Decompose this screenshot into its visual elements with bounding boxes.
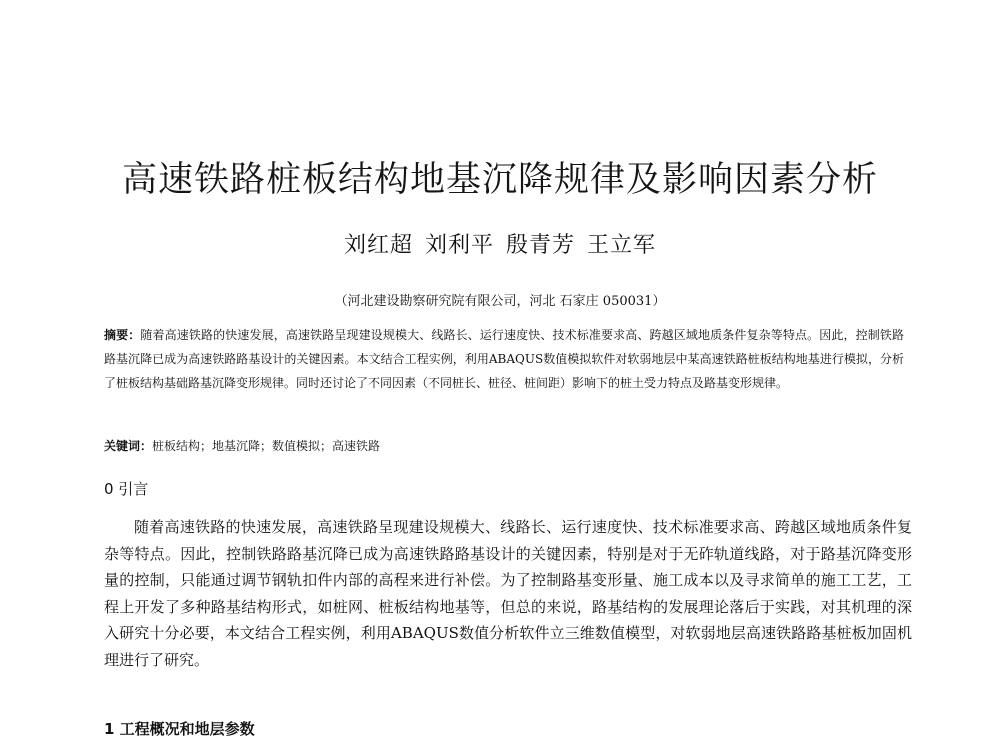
- author-affiliation: （河北建设勘察研究院有限公司，河北 石家庄 050031）: [334, 294, 666, 309]
- keywords-text: 桩板结构；地基沉降；数值模拟；高速铁路: [152, 439, 381, 453]
- section-heading-intro: 0 引言: [104, 480, 149, 498]
- keywords: [104, 434, 904, 458]
- paper-title: 高速铁路桩板结构地基沉降规律及影响因素分析: [121, 160, 878, 200]
- author-list: 刘红超 刘利平 殷青芳 王立军: [344, 233, 656, 258]
- abstract-text: 随着高速铁路的快速发展，高速铁路呈现建设规模大、线路长、运行速度快、技术标准要求高、跨越区域地质条件复杂等特点。因此，控制铁路路基沉降已成为高速铁路路基设计的关键因素。本文结合工程实例，利用ABAQUS数值模拟软件对软弱地层中某高速铁路桩板结构地基进行模拟，分析了桩板结构基础路基沉降变形规律。同时还讨论了不同因素（不同桩长、桩径、桩间距）影响下的桩土受力特点及路基变形规律。: [104, 328, 904, 390]
- section-heading-overview: 1 工程概况和地层参数: [104, 720, 255, 738]
- abstract: [104, 323, 904, 395]
- intro-paragraph: 随着高速铁路的快速发展，高速铁路呈现建设规模大、线路长、运行速度快、技术标准要求高、跨越区域地质条件复杂等特点。因此，控制铁路路基沉降已成为高速铁路路基设计的关键因素，特别是对于无砟轨道线路，对于路基沉降变形量的控制，只能通过调节钢轨扣件内部的高程来进行补偿。为了控制路基变形量、施工成本以及寻求简单的施工工艺，工程上开发了多种路基结构形式，如桩网、桩板结构地基等，但总的来说，路基结构的发展理论落后于实践，对其机理的深入研究十分必要，本文结合工程实例，利用ABAQUS数值分析软件立三维数值模型，对软弱地层高速铁路路基桩板加固机理进行了研究。: [104, 518, 912, 669]
- abstract-label: 摘要：: [104, 328, 141, 342]
- keywords-label: 关键词：: [104, 439, 153, 453]
